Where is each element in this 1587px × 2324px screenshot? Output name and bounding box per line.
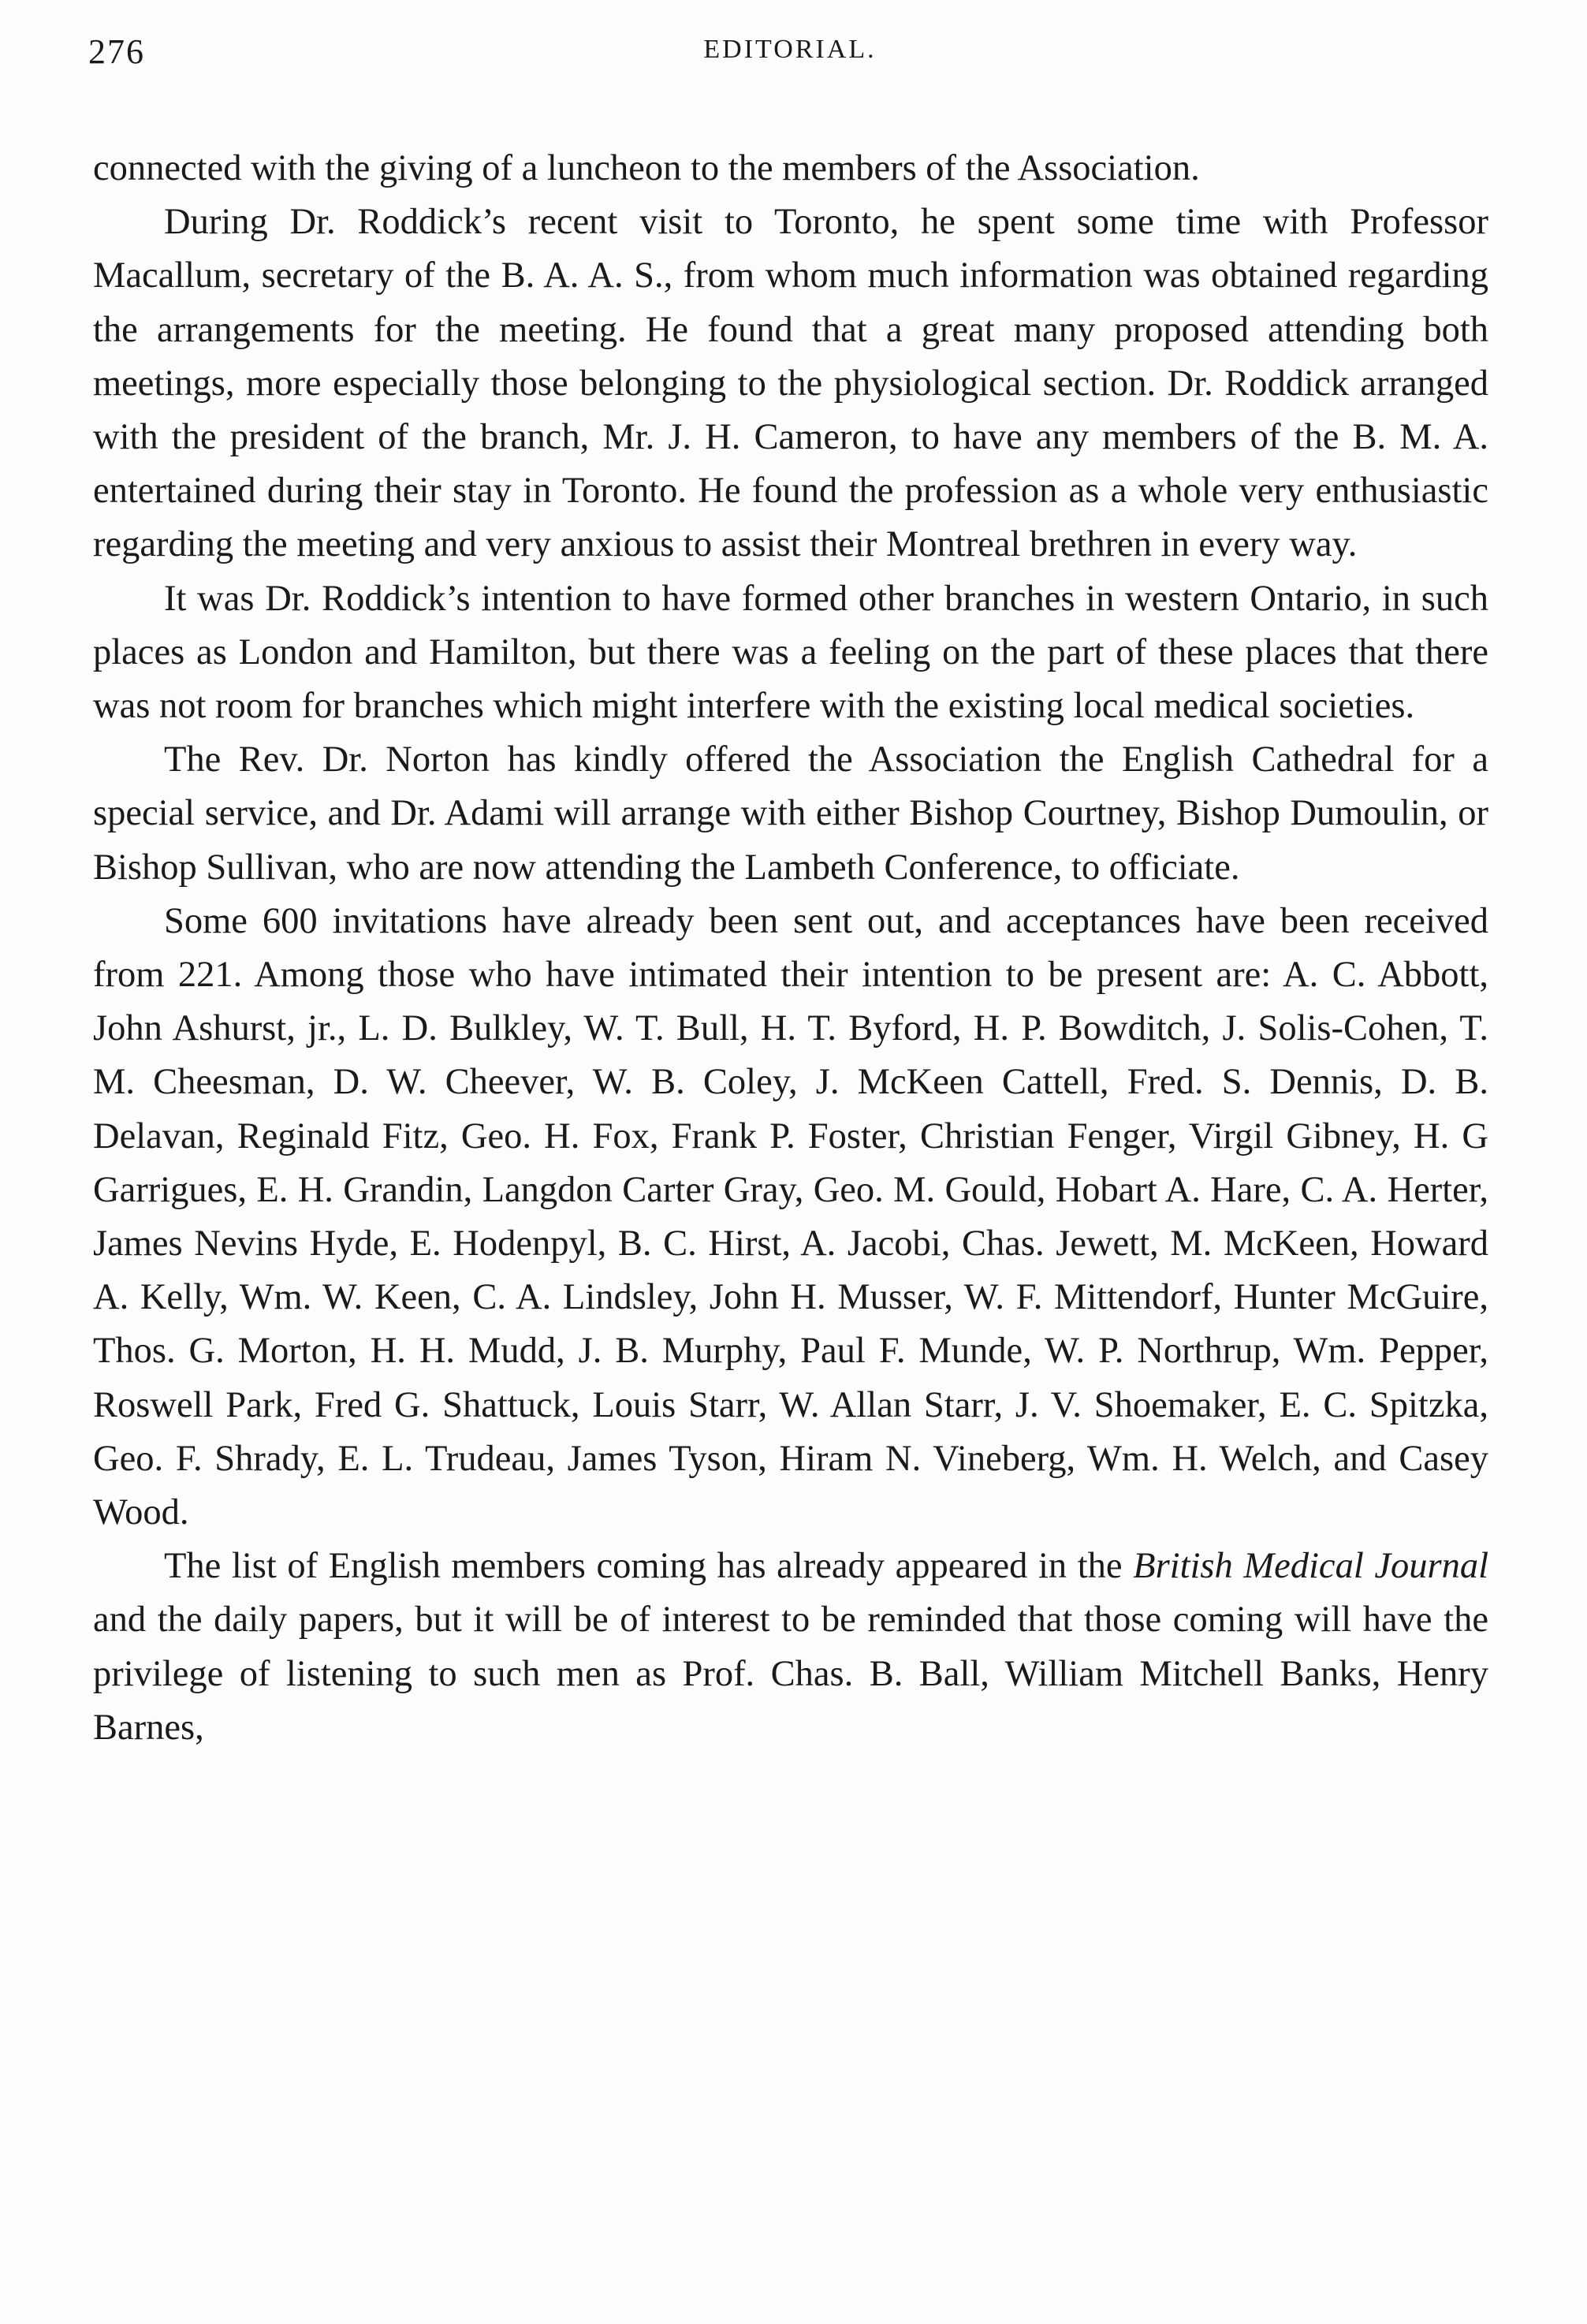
journal-title: British Medical Journal: [1133, 1546, 1488, 1587]
paragraph-invitations: Some 600 invitations have already been sent out, and acceptances have been received from 221. Among those who have intimated their intention to be present are: A. C. Abbott, John Ashurst, jr., L. D. Bulkley, W. T. Bull, H. T. Byford, H. P. Bowditch, J. Solis-Cohen, T. M. Cheesman, D. W. Cheever, W. B. Coley, J. McKeen Cattell, Fred. S. Dennis, D. B. Delavan, Reginald Fitz, Geo. H. Fox, Frank P. Foster, Christian Fenger, Virgil Gibney, H. G Garrigues, E. H. Grandin, Langdon Carter Gray, Geo. M. Gould, Hobart A. Hare, C. A. Herter, James Nevins Hyde, E. Hodenpyl, B. C. Hirst, A. Jacobi, Chas. Jewett, M. McKeen, Howard A. Kelly, Wm. W. Keen, C. A. Lindsley, John H. Musser, W. F. Mittendorf, Hunter McGuire, Thos. G. Morton, H. H. Mudd, J. B. Murphy, Paul F. Munde, W. P. Northrup, Wm. Pepper, Roswell Park, Fred G. Shattuck, Louis Starr, W. Allan Starr, J. V. Shoemaker, E. C. Spitzka, Geo. F. Shrady, E. L. Trudeau, James Tyson, Hiram N. Vineberg, Wm. H. Welch, and Casey Wood.: [93, 900, 1488, 1533]
paragraph-english-members: [93, 1540, 1488, 1755]
paragraph-toronto-visit: During Dr. Roddick’s recent visit to Toronto, he spent some time with Professor Macallum, secretary of the B. A. A. S., from whom much information was obtained regarding the arrangements for the meeting. He found that a great many proposed attending both meetings, more especially those belonging to the physiological section. Dr. Roddick arranged with the president of the branch, Mr. J. H. Cameron, to have any members of the B. M. A. entertained during their stay in Toronto. He found the profession as a whole very enthusiastic regarding the meeting and very anxious to assist their Montreal brethren in every way.: [93, 202, 1488, 565]
body-text: [93, 142, 1488, 1755]
page-number: 276: [88, 32, 145, 71]
header-title: EDITORIAL.: [703, 35, 877, 64]
paragraph-cathedral-service: The Rev. Dr. Norton has kindly offered the Association the English Cathedral for a special service, and Dr. Adami will arrange with either Bishop Courtney, Bishop Dumoulin, or Bishop Sullivan, who are now attending the Lambeth Conference, to officiate.: [93, 739, 1488, 888]
english-members-text-after: and the daily papers, but it will be of interest to be reminded that those coming will have the privilege of listening to such men as Prof. Chas. B. Ball, William Mitchell Banks, Henry Barnes,: [93, 1600, 1488, 1748]
paragraph-luncheon: connected with the giving of a luncheon to the members of the Association.: [93, 148, 1200, 188]
running-head: [88, 32, 1492, 87]
english-members-text-before: The list of English members coming has already appeared in the: [164, 1546, 1123, 1587]
paragraph-ontario-branches: It was Dr. Roddick’s intention to have formed other branches in western Ontario, in such places as London and Hamilton, but there was a feeling on the part of these places that there was not room for branches which might interfere with the existing local medical societies.: [93, 578, 1488, 727]
